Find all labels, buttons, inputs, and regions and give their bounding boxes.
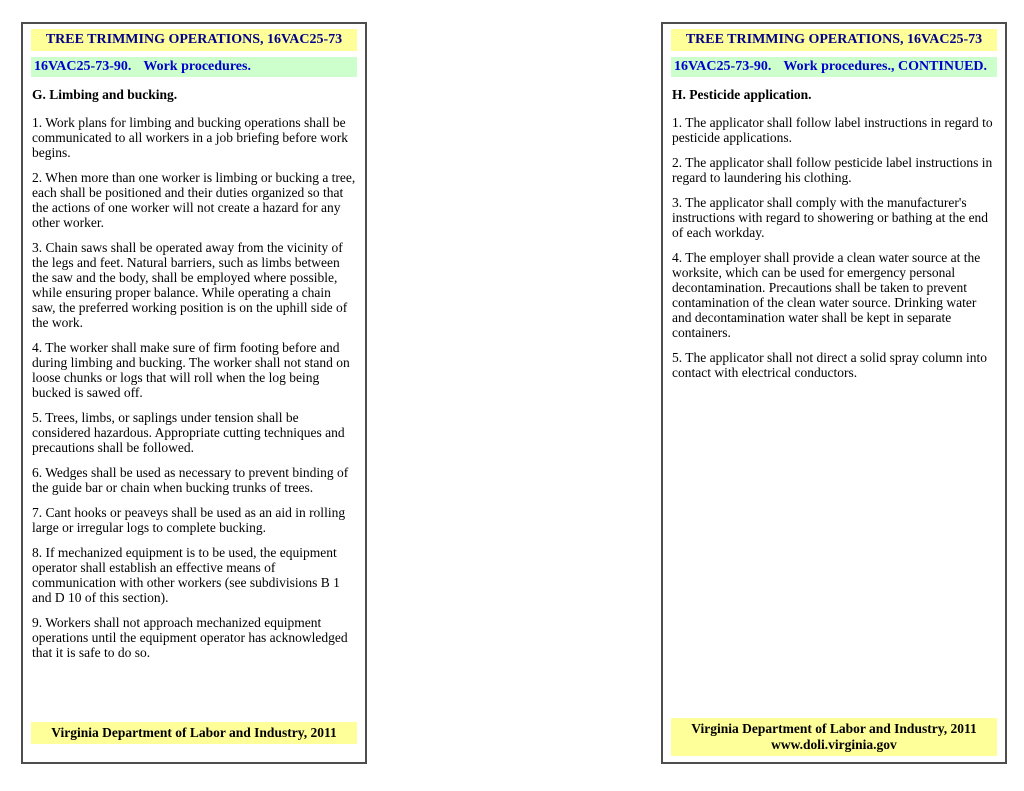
regulation-paragraph: 8. If mechanized equipment is to be used, the equipment operator shall establish an effective means of communication with other workers (see subdivisions B 1 and D 10 of this section). (32, 545, 340, 605)
section-heading: H. Pesticide application. (672, 87, 812, 102)
regulation-paragraph: 6. Wedges shall be used as necessary to prevent binding of the guide bar or chain when bucking trunks of trees. (32, 465, 349, 495)
document-page-left (21, 22, 367, 764)
regulation-paragraph: 4. The worker shall make sure of firm footing before and during limbing and bucking. The worker shall not stand on loose chunks or logs that will roll when the log being bucked is sawed off. (32, 340, 350, 400)
page-title-banner (31, 29, 357, 51)
page-title: TREE TRIMMING OPERATIONS, 16VAC25-73 (685, 32, 983, 47)
regulation-paragraph: 9. Workers shall not approach mechanized equipment operations until the equipment operator has acknowledged that it is safe to do so. (32, 615, 348, 660)
footer-agency-line: Virginia Department of Labor and Industry, 2011 (691, 721, 977, 736)
regulation-paragraph: 1. The applicator shall follow label instructions in regard to pesticide applications. (672, 115, 993, 145)
section-code-banner (31, 57, 357, 77)
footer-agency-line: Virginia Department of Labor and Industry, 2011 (51, 725, 337, 740)
regulation-paragraph: 2. The applicator shall follow pesticide label instructions in regard to laundering his clothing. (672, 155, 993, 185)
regulation-procedure-label: Work procedures., CONTINUED. (783, 59, 988, 74)
footer-website-line: www.doli.virginia.gov (771, 737, 897, 752)
regulation-paragraph: 3. The applicator shall comply with the manufacturer's instructions with regard to showering or bathing at the end of each workday. (672, 195, 989, 240)
regulation-paragraph: 4. The employer shall provide a clean water source at the worksite, which can be used for emergency personal decontamination. Precautions shall be taken to prevent contamination of the clean water source. Drinking water and decontamination water shall be kept in separate containers. (672, 250, 981, 340)
regulation-code: 16VAC25-73-90. (34, 59, 132, 74)
regulation-paragraph: 5. Trees, limbs, or saplings under tension shall be considered hazardous. Appropriate cutting techniques and precautions shall be followed. (32, 410, 345, 455)
regulation-paragraph: 3. Chain saws shall be operated away from the vicinity of the legs and feet. Natural barriers, such as limbs between the saw and the body, shall be employed where possible, while ensuring proper balance. While operating a chain saw, the preferred working position is on the uphill side of the work. (32, 240, 348, 330)
section-heading: G. Limbing and bucking. (32, 87, 178, 102)
page-title-banner (671, 29, 997, 51)
regulation-body (671, 105, 997, 380)
section-code-banner (671, 57, 997, 77)
document-page-right (661, 22, 1007, 764)
regulation-paragraph: 5. The applicator shall not direct a solid spray column into contact with electrical conductors. (672, 350, 988, 380)
regulation-procedure-label: Work procedures. (143, 59, 251, 74)
regulation-code: 16VAC25-73-90. (674, 59, 772, 74)
page-footer-banner (671, 718, 997, 756)
regulation-paragraph: 7. Cant hooks or peaveys shall be used as an aid in rolling large or irregular logs to complete bucking. (32, 505, 346, 535)
page-footer-banner (31, 722, 357, 744)
regulation-paragraph: 2. When more than one worker is limbing or bucking a tree, each shall be positioned and their duties organized so that the actions of one worker will not create a hazard for any other worker. (32, 170, 356, 230)
regulation-body (31, 105, 357, 660)
page-title: TREE TRIMMING OPERATIONS, 16VAC25-73 (45, 32, 343, 47)
regulation-paragraph: 1. Work plans for limbing and bucking operations shall be communicated to all workers in a job briefing before work begins. (32, 115, 349, 160)
